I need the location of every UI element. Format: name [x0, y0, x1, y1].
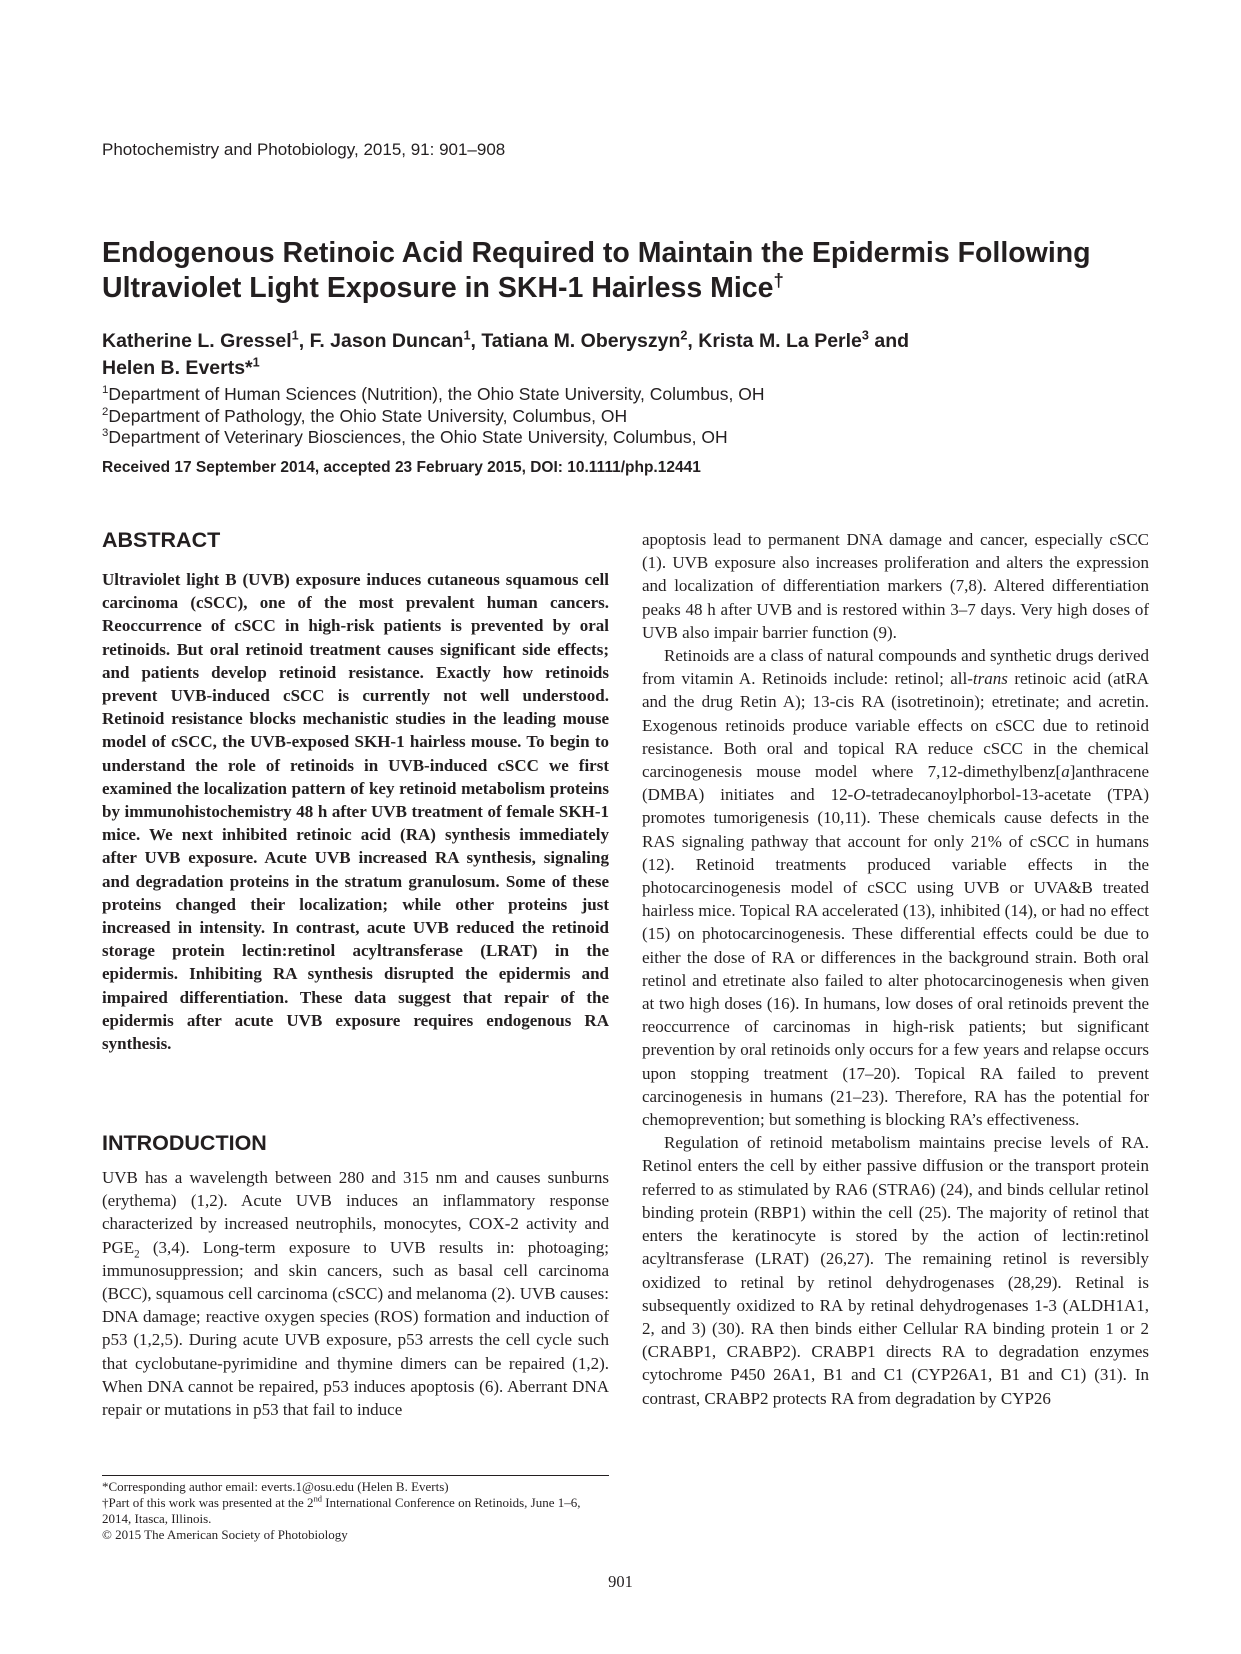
affiliation-list — [102, 384, 765, 449]
footnotes — [102, 1475, 609, 1543]
presentation-note — [102, 1495, 609, 1527]
page-number: 901 — [608, 1572, 633, 1591]
italic-term: O — [853, 785, 866, 805]
author-name: Krista M. La Perle — [698, 330, 862, 352]
right-column — [642, 528, 1149, 1410]
text-run: †Part of this work was presented at the 2 — [102, 1495, 314, 1510]
author-separator: , — [298, 330, 310, 352]
author-name: Helen B. Everts* — [102, 357, 253, 379]
affiliation — [102, 384, 765, 406]
affiliation-mark: 3 — [102, 427, 109, 440]
author — [102, 330, 310, 352]
affiliation-mark: 2 — [102, 405, 109, 418]
abstract-heading: ABSTRACT — [102, 528, 221, 552]
text-run: UVB has a wavelength between 280 and 315 nm and causes sunburns (erythema) (1,2). Acute UVB induces an inflammatory response characterized by increased neutrophils, monocytes, COX-2 activity and PGE — [102, 1168, 609, 1257]
author — [481, 330, 698, 352]
title-dagger-mark: † — [773, 269, 784, 291]
introduction-paragraph-2 — [642, 644, 1149, 1131]
abstract-paragraph: Ultraviolet light B (UVB) exposure induces cutaneous squamous cell carcinoma (cSCC), one of the most prevalent human cancers. Reoccurrence of cSCC in high-risk patients is prevented by oral retinoids. But oral retinoid treatment causes significant side effects; and patients develop retinoid resistance. Exactly how retinoids prevent UVB-induced cSCC is currently not well understood. Retinoid resistance blocks mechanistic studies in the leading mouse model of cSCC, the UVB-exposed SKH-1 hairless mouse. To begin to understand the role of retinoids in UVB-induced cSCC we first examined the localization pattern of key retinoid metabolism proteins by immunohistochemistry 48 h after UVB treatment of female SKH-1 mice. We next inhibited retinoic acid (RA) synthesis immediately after UVB exposure. Acute UVB increased RA synthesis, signaling and degradation proteins in the stratum granulosum. Some of these proteins changed their localization; while other proteins just increased in intensity. In contrast, acute UVB reduced the retinoid storage protein lectin:retinol acyltransferase (LRAT) in the epidermis. Inhibiting RA synthesis disrupted the epidermis and impaired differentiation. These data suggest that repair of the epidermis after acute UVB exposure requires endogenous RA synthesis. — [102, 570, 609, 1054]
introduction-left-column — [102, 1166, 609, 1421]
italic-term: trans — [972, 669, 1008, 689]
affiliation-text: Department of Human Sciences (Nutrition), the Ohio State University, Columbus, OH — [108, 384, 765, 404]
author-name: Tatiana M. Oberyszyn — [481, 330, 681, 352]
journal-citation: Photochemistry and Photobiology, 2015, 91: 901–908 — [102, 140, 506, 159]
italic-term: a — [1061, 762, 1070, 782]
title-line-1: Endogenous Retinoic Acid Required to Maintain the Epidermis Following — [102, 237, 1091, 269]
text-run: (3,4). Long-term exposure to UVB results in: photoaging; immunosuppression; and skin cancers, such as basal cell carcinoma (BCC), squamous cell carcinoma (cSCC) and melanoma (2). UVB causes: DNA damage; reactive oxygen species (ROS) formation and induction of p53 (1,2,5). During acute UVB exposure, p53 arrests the cell cycle such that cyclobutane-pyrimidine and thymine dimers can be repaired (1,2). When DNA cannot be repaired, p53 induces apoptosis (6). Aberrant DNA repair or mutations in p53 that fail to induce — [102, 1237, 609, 1420]
author — [698, 330, 909, 352]
author-affiliation-mark: 2 — [680, 328, 688, 343]
text-run: International Conference on Retinoids, June 1–6, 2014, Itasca, Illinois. — [102, 1495, 581, 1526]
title-line-2: Ultraviolet Light Exposure in SKH-1 Hairless Mice — [102, 272, 774, 304]
author-affiliation-mark: 1 — [291, 328, 299, 343]
affiliation-mark: 1 — [102, 384, 109, 397]
author — [102, 357, 260, 379]
author-name: Katherine L. Gressel — [102, 330, 292, 352]
author — [310, 330, 482, 352]
text-run: ]anthracene (DMBA) initiates and 12- — [642, 762, 1149, 805]
superscript: nd — [313, 1493, 322, 1504]
affiliation-text: Department of Veterinary Biosciences, the Ohio State University, Columbus, OH — [108, 427, 728, 447]
text-run: -tetradecanoylphorbol-13-acetate (TPA) promotes tumorigenesis (10,11). These chemicals cause defects in the RAS signaling pathway that account for only 21% of cSCC in humans (12). Retinoid treatments produced variable effects in the photocarcinogenesis model of cSCC using UVB or UVA&B treated hairless mice. Topical RA accelerated (13), inhibited (14), or had no effect (15) on photocarcinogenesis. These differential effects could be due to either the dose of RA or differences in the background strain. Both oral retinol and etretinate also failed to alter photocarcinogenesis when given at two high doses (16). In humans, low doses of oral retinoids prevent the reoccurrence of carcinomas in high-risk patients; but significant prevention by oral retinoids only occurs for a few years and relapse occurs upon stopping treatment (17–20). Topical RA failed to prevent carcinogenesis in humans (21–23). Therefore, RA has the potential for chemoprevention; but something is blocking RA’s effectiveness. — [642, 785, 1149, 1130]
abstract-text — [102, 568, 609, 1055]
author-separator: , — [470, 330, 482, 352]
copyright-note: © 2015 The American Society of Photobiology — [102, 1527, 348, 1542]
corresponding-author-note: *Corresponding author email: everts.1@osu.edu (Helen B. Everts) — [102, 1479, 449, 1494]
introduction-paragraph-1 — [102, 1166, 609, 1421]
affiliation — [102, 406, 765, 428]
affiliation — [102, 427, 765, 449]
affiliation-text: Department of Pathology, the Ohio State University, Columbus, OH — [108, 405, 628, 426]
author-separator: and — [868, 330, 910, 352]
author-name: F. Jason Duncan — [309, 330, 464, 352]
received-dates-doi: Received 17 September 2014, accepted 23 February 2015, DOI: 10.1111/php.12441 — [102, 459, 701, 476]
author-affiliation-mark: 3 — [861, 328, 869, 343]
author-affiliation-mark: 1 — [463, 328, 471, 343]
author-separator: , — [687, 330, 699, 352]
article-title — [102, 236, 1162, 306]
text-run: retinoic acid (atRA and the drug Retin A); 13-cis RA (isotretinoin); etretinate; and acretin. Exogenous retinoids produce variable effects on cSCC due to retinoid resistance. Both oral and topical RA reduce cSCC in the chemical carcinogenesis mouse model where 7,12-dimethylbenz[ — [642, 669, 1149, 782]
subscript: 2 — [134, 1248, 140, 1260]
author-list — [102, 328, 1142, 382]
author-affiliation-mark: 1 — [252, 355, 260, 370]
introduction-paragraph-1-continued: apoptosis lead to permanent DNA damage and cancer, especially cSCC (1). UVB exposure also increases proliferation and alters the expression and localization of differentiation markers (7,8). Altered differentiation peaks 48 h after UVB and is restored within 3–7 days. Very high doses of UVB also impair barrier function (9). — [642, 530, 1149, 642]
introduction-heading: INTRODUCTION — [102, 1131, 267, 1155]
text-run: Retinoids are a class of natural compounds and synthetic drugs derived from vitamin A. Retinoids include: retinol; all- — [642, 646, 1149, 689]
introduction-paragraph-3: Regulation of retinoid metabolism maintains precise levels of RA. Retinol enters the cell by either passive diffusion or the transport protein referred to as stimulated by RA6 (STRA6) (24), and binds cellular retinol binding protein (RBP1) within the cell (25). The majority of retinol that enters the keratinocyte is stored by the action of lectin:retinol acyltransferase (LRAT) (26,27). The remaining retinol is reversibly oxidized to retinal by retinol dehydrogenases (28,29). Retinal is subsequently oxidized to RA by retinal dehydrogenases 1-3 (ALDH1A1, 2, and 3) (30). RA then binds either Cellular RA binding protein 1 or 2 (CRABP1, CRABP2). CRABP1 directs RA to degradation enzymes cytochrome P450 26A1, B1 and C1 (CYP26A1, B1 and C1) (31). In contrast, CRABP2 protects RA from degradation by CYP26 — [642, 1133, 1149, 1408]
